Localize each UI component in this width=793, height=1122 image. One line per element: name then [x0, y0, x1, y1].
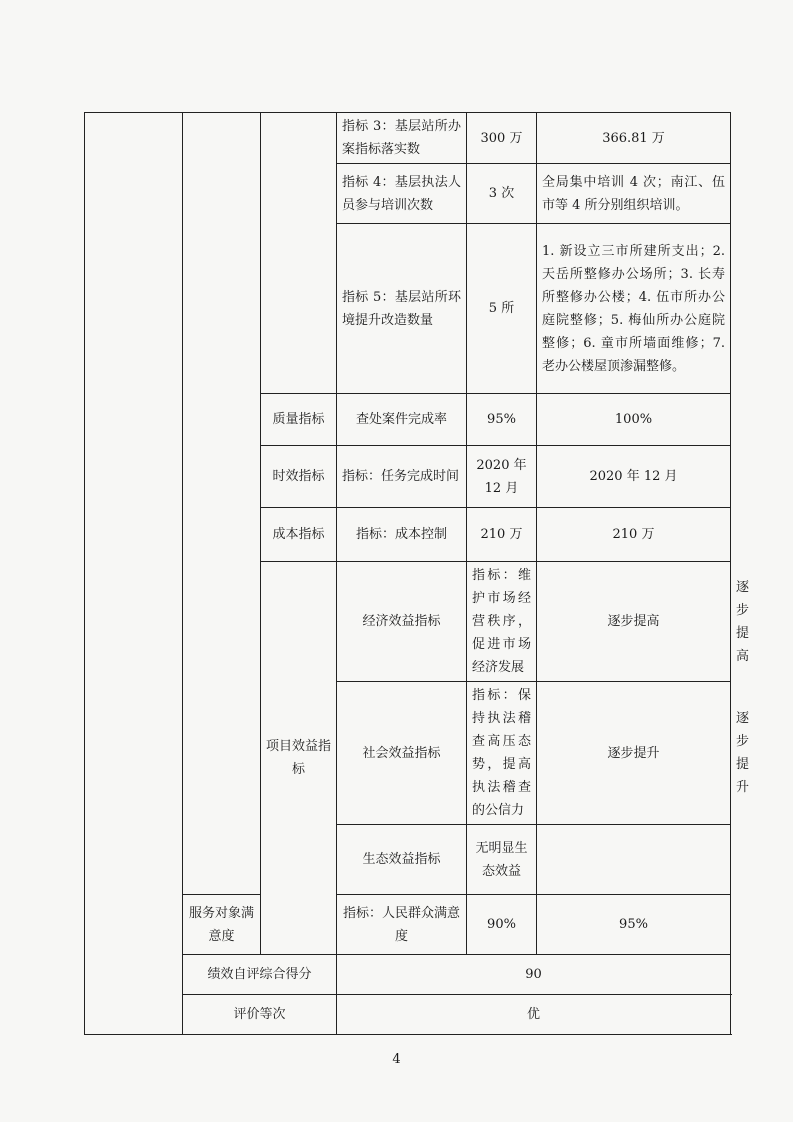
target-value: 95%: [467, 394, 537, 446]
actual-value: 2020 年 12 月: [537, 446, 731, 508]
target-value: 逐步提高: [537, 562, 731, 682]
indicator-name: 指标 3：基层站所办案指标落实数: [337, 113, 467, 164]
category-label: 服务对象满意度: [183, 895, 261, 955]
indicator-name: 无明显生态效益: [467, 825, 537, 895]
blank-cell: [183, 113, 261, 895]
target-value: 2020 年 12 月: [467, 446, 537, 508]
performance-evaluation-table: [84, 112, 750, 1035]
indicator-name: 指标：保持执法稽查高压态势，提高执法稽查的公信力: [467, 682, 537, 825]
target-value: 300 万: [467, 113, 537, 164]
indicator-name: 指标 5：基层站所环境提升改造数量: [337, 224, 467, 394]
grade-value: 优: [337, 995, 731, 1035]
table-row: [85, 113, 731, 164]
grade-label: 评价等次: [183, 995, 337, 1035]
target-value: 210 万: [467, 508, 537, 562]
indicator-name: 指标：维护市场经营秩序，促进市场经济发展: [467, 562, 537, 682]
actual-value: 1. 新设立三市所建所支出；2. 天岳所整修办公场所；3. 长寿所整修办公楼；4. 伍市所办公庭院整修；5. 梅仙所办公庭院整修；6. 童市所墙面维修；7. 老办公楼屋顶渗漏整修。: [537, 224, 731, 394]
table-row: 社会效益指标 指标：保持执法稽查高压态势，提高执法稽查的公信力 逐步提升 逐步提升: [85, 682, 731, 825]
score-label: 绩效自评综合得分: [183, 955, 337, 995]
table-row: 项目效益指标 经济效益指标 指标：维护市场经营秩序，促进市场经济发展 逐步提高 逐步提高: [85, 562, 731, 682]
target-value: [537, 825, 731, 895]
category-label: 生态效益指标: [337, 825, 467, 895]
category-label: 质量指标: [261, 394, 337, 446]
indicator-name: 指标：成本控制: [337, 508, 467, 562]
actual-value: 100%: [537, 394, 731, 446]
blank-cell: [261, 113, 337, 394]
target-value: 逐步提升: [537, 682, 731, 825]
category-label: 经济效益指标: [337, 562, 467, 682]
category-label: 社会效益指标: [337, 682, 467, 825]
indicator-name: 查处案件完成率: [337, 394, 467, 446]
indicator-name: 指标 4：基层执法人员参与培训次数: [337, 164, 467, 224]
benefit-group-text: 项目效益指标: [266, 739, 332, 777]
actual-value: 366.81 万: [537, 113, 731, 164]
actual-value: 210 万: [537, 508, 731, 562]
blank-cell: [85, 113, 183, 1035]
page-number: 4: [392, 1052, 401, 1067]
benefit-group-label: [261, 562, 337, 955]
category-label: 时效指标: [261, 446, 337, 508]
target-value: 5 所: [467, 224, 537, 394]
actual-value: 全局集中培训 4 次；南江、伍市等 4 所分别组织培训。: [537, 164, 731, 224]
score-value: 90: [337, 955, 731, 995]
target-value: 90%: [467, 895, 537, 955]
target-value: 3 次: [467, 164, 537, 224]
category-label: 成本指标: [261, 508, 337, 562]
indicator-name: 指标：任务完成时间: [337, 446, 467, 508]
actual-value: 95%: [537, 895, 731, 955]
indicator-name: 指标：人民群众满意度: [337, 895, 467, 955]
